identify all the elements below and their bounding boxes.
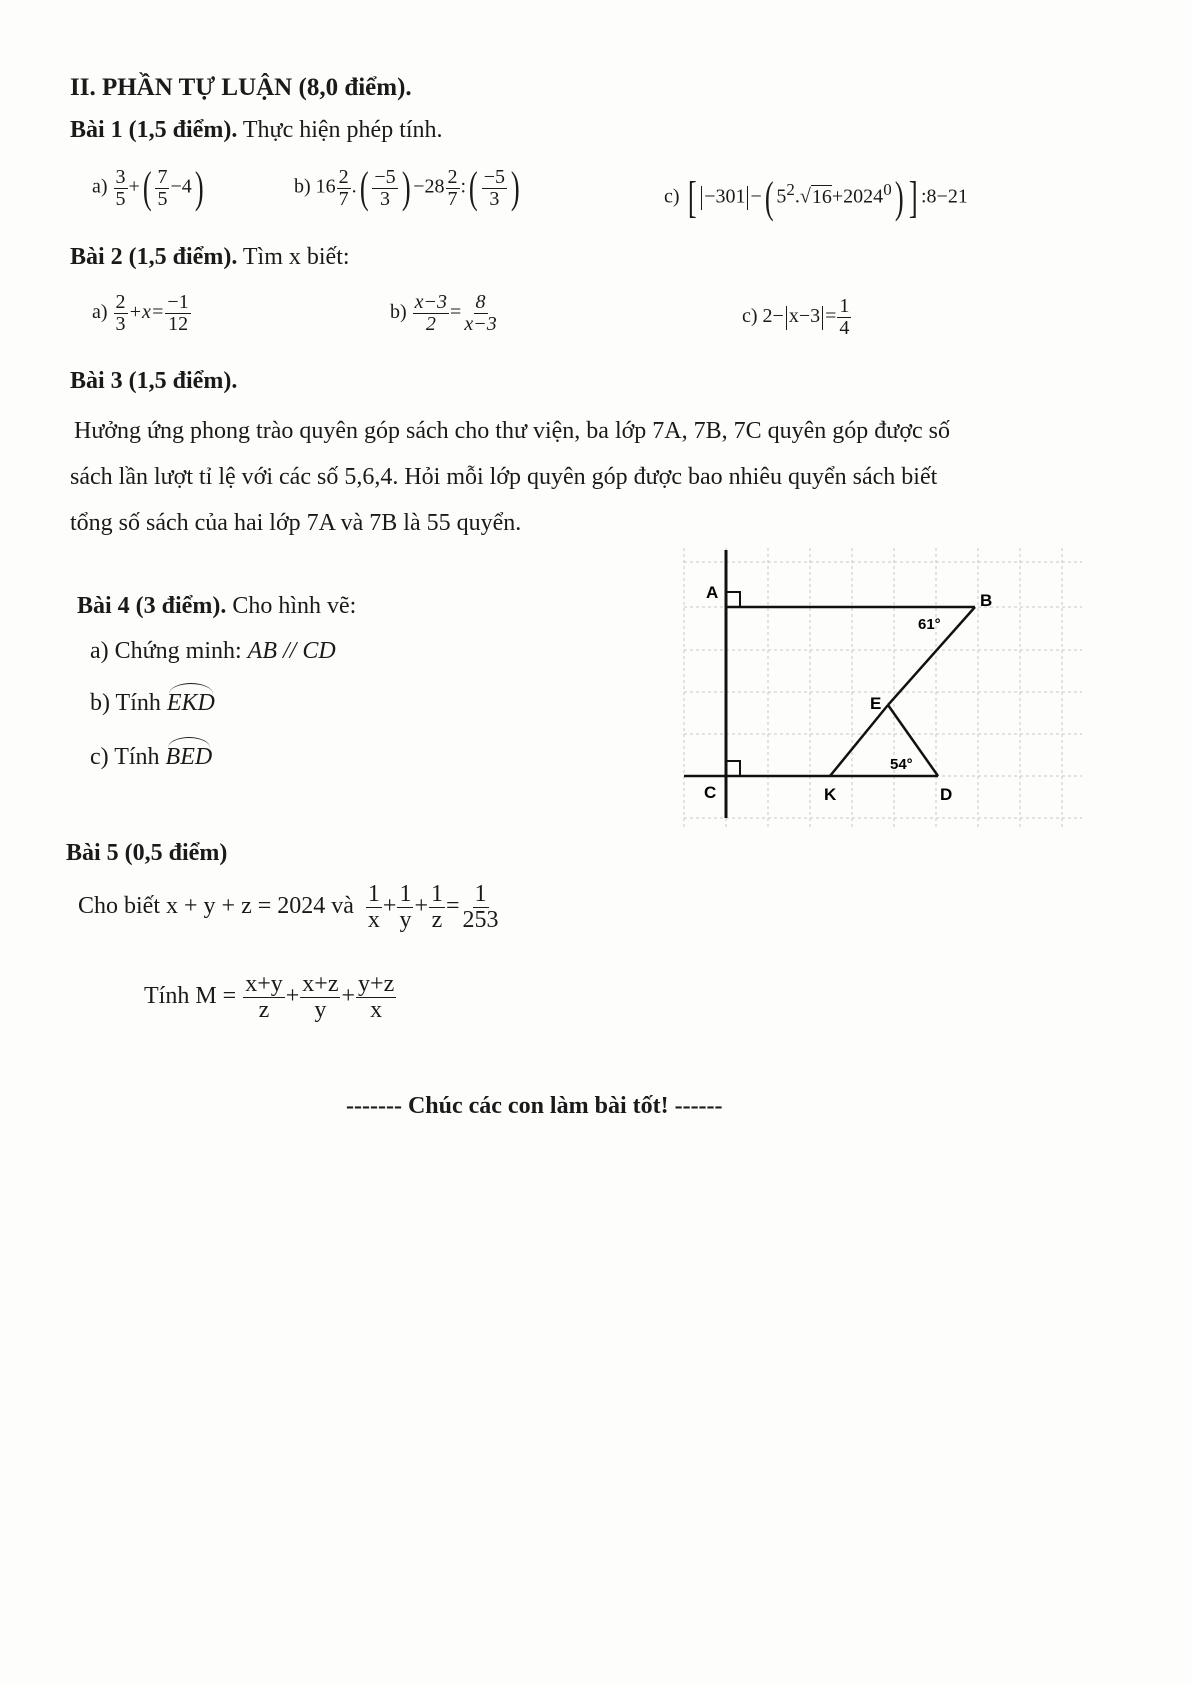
bai4-heading: Bài 4 (3 điểm). (77, 593, 227, 619)
angle-d-value: 54° (890, 756, 913, 773)
bai4-part-b: b) Tính EKD (90, 690, 215, 716)
bai5-given-text: Cho biết x + y + z = 2024 và (78, 893, 354, 920)
bai1-heading: Bài 1 (1,5 điểm). (70, 117, 238, 143)
bai4-instruction: Cho hình vẽ: (226, 593, 357, 619)
bai3-heading: Bài 3 (1,5 điểm). (70, 368, 238, 394)
fraction: $\frac{1}{x}$ (367, 881, 380, 934)
fraction: $\frac{1}{y}$ (399, 881, 412, 934)
bai5-heading: Bài 5 (0,5 điểm) (66, 840, 228, 866)
label-k: K (824, 785, 837, 804)
angle-bed: BED (165, 744, 213, 770)
fraction: $\frac{x+y}{z}$ (245, 971, 283, 1024)
section-title: II. PHẦN TỰ LUẬN (8,0 điểm). (70, 74, 412, 101)
fraction: $\frac{2}{3}$ (115, 291, 126, 335)
label-a: A (706, 583, 719, 602)
bai1-b-label: b) (294, 175, 311, 198)
angle-b-value: 61° (918, 616, 941, 633)
fraction: $\frac{x+z}{y}$ (302, 971, 339, 1024)
bai1-part-b: b) 16 $\frac{2}{7}$ .( $\frac{-5}{3}$ ) −28 $\frac{2}{7}$ :( $\frac{-5}{3}$ ) (294, 163, 520, 212)
fraction: $\frac{-5}{3}$ (374, 165, 396, 210)
fraction: $\frac{x-3}{2}$ (414, 291, 448, 335)
bai3-line-2: sách lần lượt tỉ lệ với các số 5,6,4. Hỏi mỗi lớp quyên góp được bao nhiêu quyển sách biết (70, 464, 938, 490)
bai2-a-label: a) (92, 301, 108, 324)
bai3-line-1: Hưởng ứng phong trào quyên góp sách cho thư viện, ba lớp 7A, 7B, 7C quyên góp được số (74, 418, 950, 444)
right-angle-c-icon (726, 761, 740, 776)
bai2-part-c: c) 2− x−3 = $\frac{1}{4}$ (742, 295, 850, 339)
geometry-figure (670, 540, 1090, 840)
fraction: $\frac{1}{z}$ (431, 881, 443, 934)
segment-ek (830, 705, 888, 776)
bai5-compute-text: Tính M = (144, 983, 237, 1010)
fraction: $\frac{1}{253}$ (462, 881, 499, 934)
fraction: $\frac{3}{5}$ (115, 165, 126, 210)
closing-message: ------- Chúc các con làm bài tốt! ------ (346, 1093, 723, 1119)
fraction: $\frac{2}{7}$ (338, 165, 349, 210)
bai4-part-c: c) Tính BED (90, 744, 213, 770)
bai5-given: Cho biết x + y + z = 2024 và $\frac{1}{x}$ + $\frac{1}{y}$ + $\frac{1}{z}$ = $\frac{1}{253}$ (78, 881, 499, 934)
label-d: D (940, 785, 953, 804)
bai1-part-a: a) $\frac{3}{5}$ +( $\frac{7}{5}$ −4) (92, 163, 204, 212)
bai1-c-label: c) (664, 185, 680, 208)
bai2-c-label: c) (742, 305, 758, 328)
fraction: $\frac{-1}{12}$ (167, 291, 189, 335)
fraction: $\frac{7}{5}$ (157, 165, 168, 210)
right-angle-a-icon (726, 592, 740, 607)
bai3-line-3: tổng số sách của hai lớp 7A và 7B là 55 quyển. (70, 510, 522, 536)
bai3-paragraph (70, 408, 950, 546)
fraction: $\frac{-5}{3}$ (483, 165, 506, 210)
bai2-part-a: a) $\frac{2}{3}$ +x= $\frac{-1}{12}$ (92, 291, 189, 335)
bai2-part-b: b) $\frac{x-3}{2}$ = $\frac{8}{x-3}$ (390, 291, 497, 335)
bai2-instruction: Tìm x biết: (237, 244, 350, 270)
bai1-header (70, 117, 443, 144)
bai1-part-c: c) [ −301 −( $5^2.√16+2024^0$) ] :8−21 (664, 173, 968, 222)
grid (684, 548, 1082, 830)
label-e: E (870, 694, 882, 713)
fraction: $\frac{8}{x-3}$ (464, 291, 497, 335)
bai5-compute: Tính M = $\frac{x+y}{z}$ + $\frac{x+z}{y}$ + $\frac{y+z}{x}$ (144, 971, 395, 1024)
bai2-heading: Bài 2 (1,5 điểm). (70, 244, 238, 270)
fraction: $\frac{1}{4}$ (839, 295, 850, 339)
fraction: $\frac{2}{7}$ (447, 165, 458, 210)
bai1-a-label: a) (92, 175, 108, 198)
angle-ekd: EKD (166, 690, 215, 716)
fraction: $\frac{y+z}{x}$ (358, 971, 395, 1024)
bai1-instruction: Thực hiện phép tính. (237, 117, 443, 143)
bai2-b-label: b) (390, 301, 407, 324)
bai4-part-a: a) Chứng minh: AB // CD (90, 638, 336, 664)
label-b: B (980, 591, 993, 610)
bai4-header (77, 593, 356, 620)
label-c: C (704, 783, 717, 802)
bai2-header (70, 244, 350, 271)
